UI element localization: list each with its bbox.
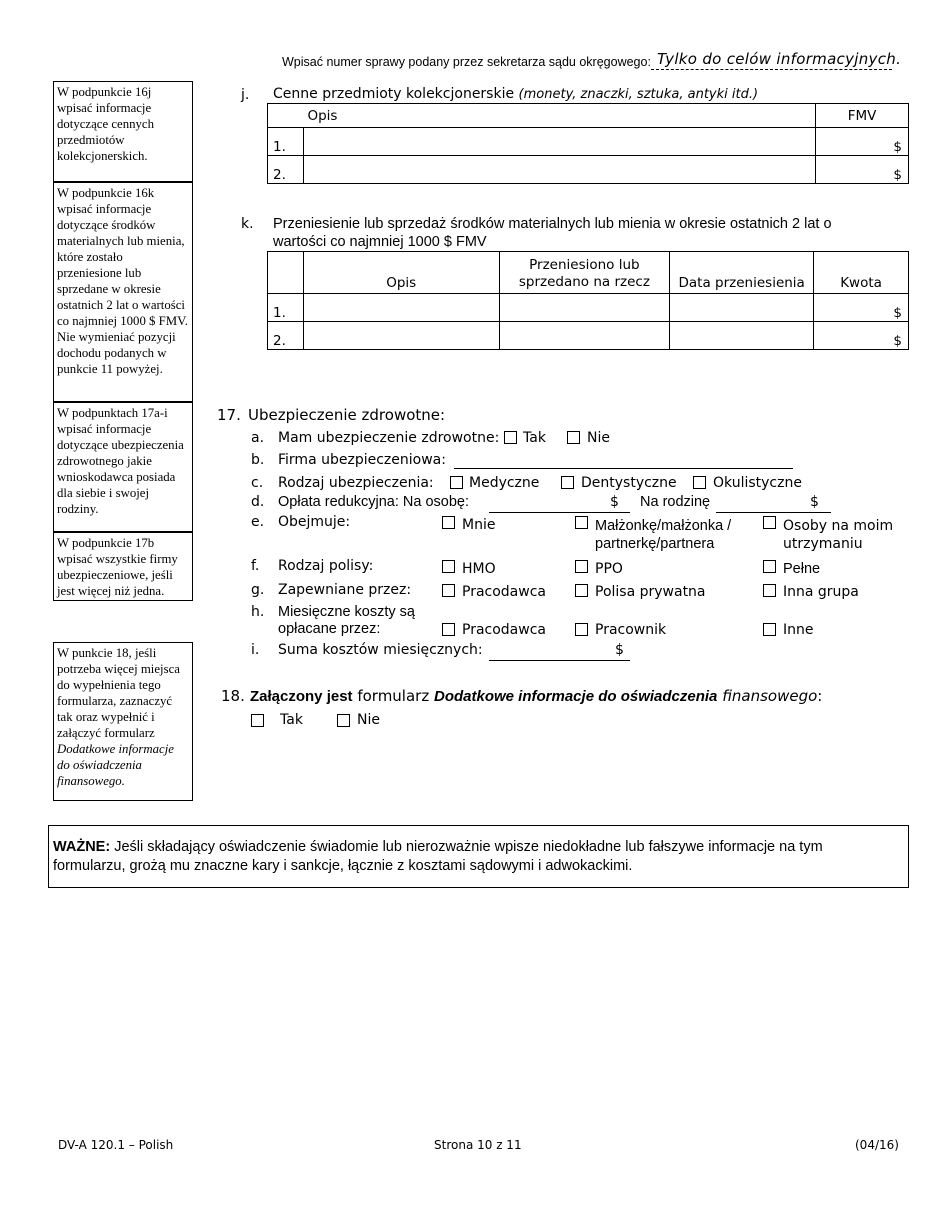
item-18-yes-label: Tak (280, 712, 303, 728)
item-17c-label: Rodzaj ubezpieczenia: (278, 475, 434, 491)
item-k-col-date: Data przeniesienia (670, 252, 814, 294)
provided-other-group-checkbox[interactable] (763, 584, 776, 597)
item-18-number: 18. (221, 687, 245, 705)
provided-private-checkbox[interactable] (575, 584, 588, 597)
covers-dependents-label (783, 517, 893, 553)
warning-text-line1: Jeśli składający oświadczenie świadomie lub nierozważnie wpisze niedokładne lub fałszywe informacje na tym (114, 839, 823, 855)
item-18-form-title: Dodatkowe informacje do oświadczenia (434, 688, 718, 705)
sidebar-note-18 (53, 642, 193, 801)
row-number: 2. (268, 156, 304, 184)
deductible-person-currency: $ (610, 494, 619, 510)
item-k-date-1[interactable] (670, 294, 814, 322)
paid-employee-label: Pracownik (595, 622, 667, 638)
warning-text-line2: formularzu, grożą mu znaczne kary i sankcje, łącznie z kosztami sądowymi i adwokackimi. (53, 858, 633, 874)
item-j-fmv-1[interactable]: $ (816, 128, 909, 156)
item-17a-yes-checkbox[interactable] (504, 431, 517, 444)
item-17b-label: Firma ubezpieczeniowa: (278, 452, 446, 468)
item-k-date-2[interactable] (670, 322, 814, 350)
monthly-cost-currency: $ (615, 642, 624, 658)
dental-checkbox[interactable] (561, 476, 574, 489)
item-j-col-desc: Opis (303, 104, 815, 128)
item-k-col-amount: Kwota (814, 252, 909, 294)
monthly-cost-field[interactable] (489, 660, 630, 661)
item-18-bold: Załączony jest (250, 688, 353, 705)
ppo-label: PPO (595, 561, 623, 577)
sidebar-note-17b: W podpunkcie 17b wpisać wszystkie firmy ubezpieczeniowe, jeśli jest więcej niż jedna. (53, 532, 193, 601)
full-policy-label: Pełne (783, 561, 821, 577)
item-17a-yes-label: Tak (523, 430, 546, 446)
ppo-checkbox[interactable] (575, 560, 588, 573)
sidebar-note-18-text: W punkcie 18, jeśli potrzeba więcej miejsca do wypełnienia tego formularza, zaznaczyć tak oraz wypełnić i załączyć formularz (57, 646, 180, 740)
table-row (268, 322, 909, 350)
item-k-to-1[interactable] (499, 294, 670, 322)
item-17i-letter: i. (251, 642, 260, 658)
item-17h-label (278, 604, 415, 638)
item-17a-no-checkbox[interactable] (567, 431, 580, 444)
full-policy-checkbox[interactable] (763, 560, 776, 573)
item-17e-letter: e. (251, 514, 265, 530)
table-row (268, 128, 909, 156)
item-k-amount-1[interactable]: $ (814, 294, 909, 322)
item-17h-label-line1: Miesięczne koszty są (278, 604, 415, 620)
item-k-col-to (499, 252, 670, 294)
item-17h-letter: h. (251, 604, 265, 620)
covers-spouse-label-line2: partnerkę/partnera (595, 536, 715, 552)
item-18-colon: : (817, 687, 823, 705)
item-k-col-to-line2: sprzedano na rzecz (518, 274, 650, 290)
medical-label: Medyczne (469, 475, 540, 491)
item-j-fmv-2[interactable]: $ (816, 156, 909, 184)
footer-form-id: DV-A 120.1 – Polish (58, 1138, 174, 1152)
item-j-subtitle: (monety, znaczki, sztuka, antyki itd.) (518, 87, 759, 102)
item-k-amount-2[interactable]: $ (814, 322, 909, 350)
item-j-table (267, 103, 909, 184)
covers-dependents-label-line1: Osoby na moim (783, 518, 894, 534)
covers-spouse-label-line1: Małżonkę/małżonka / (595, 518, 732, 534)
item-17d-letter: d. (251, 494, 265, 510)
item-17d-label: Opłata redukcyjna: Na osobę: (278, 494, 470, 510)
item-17a-label: Mam ubezpieczenie zdrowotne: (278, 430, 500, 446)
medical-checkbox[interactable] (450, 476, 463, 489)
item-17b-letter: b. (251, 452, 265, 468)
footer-revision-date: (04/16) (855, 1138, 899, 1152)
item-17f-letter: f. (251, 558, 260, 574)
item-17-number: 17. (217, 406, 241, 424)
item-17a-letter: a. (251, 430, 265, 446)
item-k-desc-2[interactable] (303, 322, 499, 350)
footer-page-number: Strona 10 z 11 (434, 1138, 522, 1152)
deductible-family-field[interactable] (716, 512, 831, 513)
provided-employer-checkbox[interactable] (442, 584, 455, 597)
item-18-text (250, 687, 822, 705)
case-number-value: Tylko do celów informacyjnych. (657, 50, 902, 68)
dental-label: Dentystyczne (581, 475, 677, 491)
insurance-company-field[interactable] (454, 468, 793, 469)
table-row (268, 294, 909, 322)
item-j-desc-2[interactable] (303, 156, 815, 184)
item-j-title (273, 86, 758, 102)
item-18-italic: finansowego (722, 687, 818, 705)
row-number: 2. (268, 322, 304, 350)
provided-employer-label: Pracodawca (462, 584, 546, 600)
item-17-title: Ubezpieczenie zdrowotne: (248, 406, 446, 424)
covers-self-label: Mnie (462, 517, 496, 533)
item-18-plain: formularz (357, 687, 430, 705)
item-18-no-checkbox[interactable] (337, 714, 350, 727)
item-17i-label: Suma kosztów miesięcznych: (278, 642, 483, 658)
hmo-checkbox[interactable] (442, 560, 455, 573)
table-row (268, 156, 909, 184)
covers-spouse-checkbox[interactable] (575, 516, 588, 529)
item-17e-label: Obejmuje: (278, 514, 351, 530)
item-17g-label: Zapewniane przez: (278, 582, 412, 598)
sidebar-note-18-form-name: Dodatkowe informacje do oświadczenia finansowego. (57, 742, 174, 788)
item-17a-no-label: Nie (587, 430, 610, 446)
warning-label: WAŻNE: (53, 839, 111, 855)
case-number-field[interactable] (651, 69, 892, 70)
provided-private-label: Polisa prywatna (595, 584, 706, 600)
paid-other-label: Inne (783, 622, 814, 638)
item-j-letter: j. (241, 87, 250, 103)
provided-other-group-label: Inna grupa (783, 584, 859, 600)
item-k-title-line1: Przeniesienie lub sprzedaż środków materialnych lub mienia w okresie ostatnich 2 lat o (273, 216, 832, 232)
item-17f-label: Rodzaj polisy: (278, 558, 374, 574)
sidebar-note-17a: W podpunktach 17a-i wpisać informacje dotyczące ubezpieczenia zdrowotnego jakie wnioskodawca posiada dla siebie i swojej rodziny. (53, 402, 193, 532)
paid-employee-checkbox[interactable] (575, 623, 588, 636)
item-18-no-label: Nie (357, 712, 380, 728)
paid-other-checkbox[interactable] (763, 623, 776, 636)
vision-label: Okulistyczne (713, 475, 802, 491)
vision-checkbox[interactable] (693, 476, 706, 489)
item-k-table (267, 251, 909, 350)
item-k-col-to-line1: Przeniesiono lub (529, 257, 640, 273)
item-17g-letter: g. (251, 582, 265, 598)
deductible-person-field[interactable] (489, 512, 630, 513)
covers-self-checkbox[interactable] (442, 516, 455, 529)
sidebar-note-16k: W podpunkcie 16k wpisać informacje dotyczące środków materialnych lub mienia, które zostało przeniesione lub sprzedane w okresie ostatnich 2 lat o wartości co najmniej 1000 $ FMV. Nie wymieniać pozycji dochodu podanych w punkcie 11 powyżej. (53, 182, 193, 402)
item-18-yes-checkbox[interactable] (251, 714, 264, 727)
sidebar-note-16j: W podpunkcie 16j wpisać informacje dotyczące cennych przedmiotów kolekcjonerskich. (53, 81, 193, 182)
item-k-title-line2: wartości co najmniej 1000 $ FMV (273, 234, 487, 250)
case-number-label: Wpisać numer sprawy podany przez sekretarza sądu okręgowego: (282, 55, 651, 69)
item-j-col-fmv: FMV (816, 104, 909, 128)
covers-dependents-label-line2: utrzymaniu (783, 536, 863, 552)
item-k-col-desc: Opis (303, 252, 499, 294)
hmo-label: HMO (462, 561, 496, 577)
item-k-desc-1[interactable] (303, 294, 499, 322)
deductible-family-label: Na rodzinę (640, 494, 711, 510)
covers-spouse-label (595, 517, 731, 553)
paid-employer-checkbox[interactable] (442, 623, 455, 636)
covers-dependents-checkbox[interactable] (763, 516, 776, 529)
deductible-family-currency: $ (810, 494, 819, 510)
row-number: 1. (268, 294, 304, 322)
item-j-desc-1[interactable] (303, 128, 815, 156)
item-17h-label-line2: opłacane przez: (278, 621, 381, 637)
warning-box (48, 825, 909, 888)
paid-employer-label: Pracodawca (462, 622, 546, 638)
item-k-to-2[interactable] (499, 322, 670, 350)
item-17c-letter: c. (251, 475, 264, 491)
row-number: 1. (268, 128, 304, 156)
item-j-title-text: Cenne przedmioty kolekcjonerskie (273, 86, 515, 102)
item-k-letter: k. (241, 216, 254, 232)
